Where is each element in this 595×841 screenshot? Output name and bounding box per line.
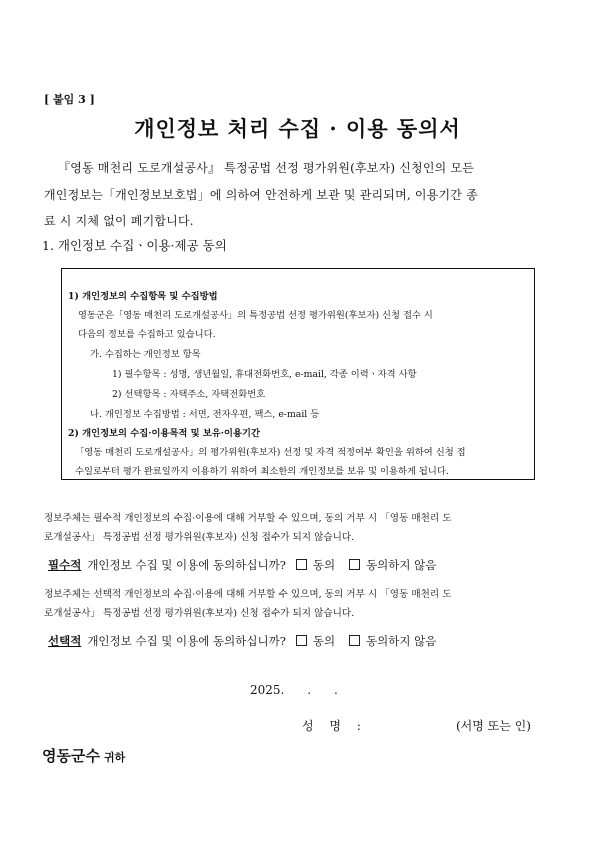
box-text: 「영동 매천리 도로개설공사」의 평가위원(후보자) 선정 및 자격 적정여부 확인을 위하여 신청 접 [75, 447, 466, 458]
optional-consent-question [48, 633, 436, 649]
box-item: 2) 선택항목 : 자택주소, 자택전화번호 [112, 389, 266, 400]
box-item: 나. 개인정보 수집방법 : 서면, 전자우편, 팩스, e-mail 등 [90, 409, 320, 420]
intro-line: 료 시 지체 없이 폐기합니다. [44, 214, 194, 228]
question-text: 개인정보 수집 및 이용에 동의하십니까? [87, 634, 286, 648]
page-title: 개인정보 처리 수집 · 이용 동의서 [134, 116, 461, 141]
recipient-name: 영동군수 [42, 747, 100, 765]
optional-note: 로개설공사」 특정공법 선정 평가위원(후보자) 신청 접수가 되지 않습니다. [44, 608, 355, 619]
box-text: 수일로부터 평가 완료일까지 이용하기 위하여 최소한의 개인정보를 보유 및 이용하게 됩니다. [75, 466, 449, 477]
box-item: 1) 필수항목 : 성명, 생년월일, 휴대전화번호, e-mail, 각종 이력ㆍ자격 사항 [112, 369, 417, 380]
recipient [42, 745, 125, 766]
intro-line: 『영동 매천리 도로개설공사』 특정공법 선정 평가위원(후보자) 신청인의 모든 [58, 161, 475, 175]
question-text: 개인정보 수집 및 이용에 동의하십니까? [87, 558, 286, 572]
required-disagree-checkbox[interactable] [349, 559, 360, 570]
optional-agree-checkbox[interactable] [296, 635, 307, 646]
intro-line: 개인정보는「개인정보보호법」에 의하여 안전하게 보관 및 관리되며, 이용기간 종 [44, 188, 478, 202]
required-consent-question [48, 557, 436, 573]
recipient-suffix: 귀하 [103, 751, 126, 764]
optional-disagree-checkbox[interactable] [349, 635, 360, 646]
box-item: 가. 수집하는 개인정보 항목 [90, 349, 201, 360]
agree-label: 동의 [312, 558, 336, 572]
required-note: 로개설공사」 특정공법 선정 평가위원(후보자) 신청 접수가 되지 않습니다. [44, 532, 355, 543]
required-note: 정보주체는 필수적 개인정보의 수집·이용에 대해 거부할 수 있으며, 동의 거부 시 「영동 매천리 도 [44, 513, 452, 524]
required-label: 필수적 [48, 558, 82, 572]
signature-hint: (서명 또는 인) [456, 719, 531, 733]
consent-info-box [61, 268, 535, 480]
box-heading-purpose: 2) 개인정보의 수집·이용목적 및 보유·이용기간 [68, 428, 260, 439]
required-agree-checkbox[interactable] [296, 559, 307, 570]
attachment-label: [ 붙임 3 ] [44, 93, 95, 106]
box-text: 영동군은「영동 매천리 도로개설공사」의 특정공법 선정 평가위원(후보자) 신청 접수 시 [78, 310, 433, 321]
disagree-label: 동의하지 않음 [366, 634, 437, 648]
disagree-label: 동의하지 않음 [366, 558, 437, 572]
date-field[interactable]: 2025. . . [250, 683, 338, 697]
optional-label: 선택적 [48, 634, 82, 648]
box-heading-collection: 1) 개인정보의 수집항목 및 수집방법 [68, 291, 218, 302]
section-heading: 1. 개인정보 수집ㆍ이용·제공 동의 [42, 238, 227, 253]
signature-name-label: 성 명 : [302, 719, 367, 733]
agree-label: 동의 [312, 634, 336, 648]
box-text: 다음의 정보를 수집하고 있습니다. [78, 329, 216, 340]
optional-note: 정보주체는 선택적 개인정보의 수집·이용에 대해 거부할 수 있으며, 동의 거부 시 「영동 매천리 도 [44, 589, 452, 600]
